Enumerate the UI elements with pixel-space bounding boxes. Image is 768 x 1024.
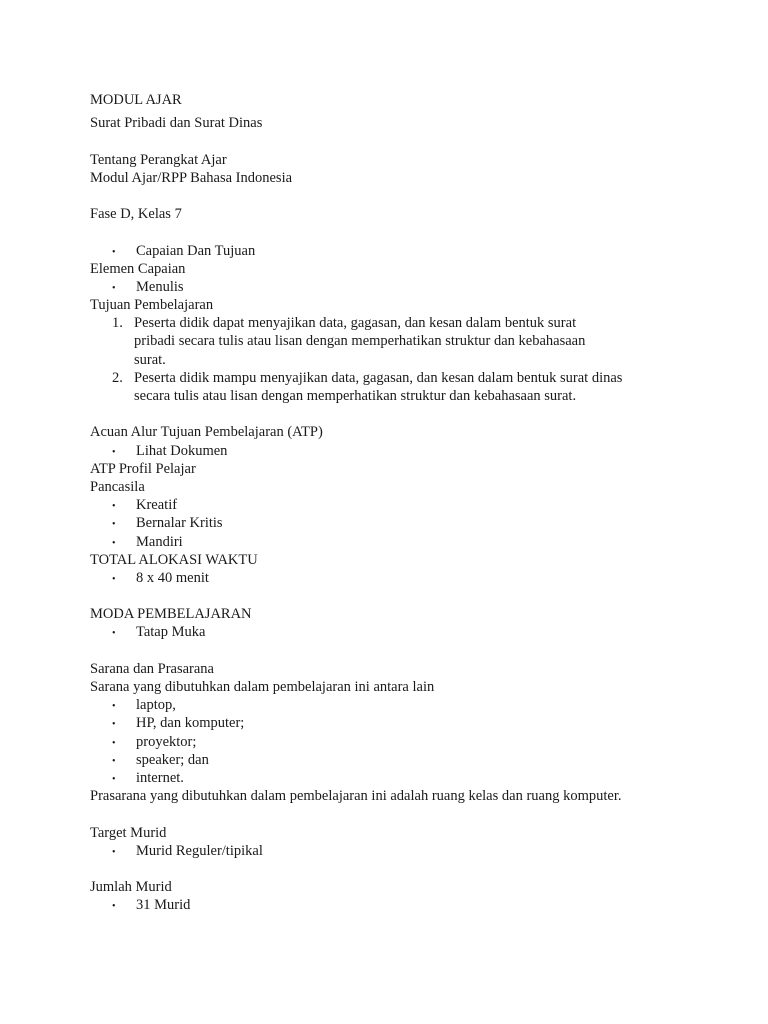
capaian-bullet: Capaian Dan Tujuan bbox=[136, 242, 256, 259]
profil-item: Mandiri bbox=[136, 533, 183, 550]
list-item bbox=[90, 569, 690, 587]
list-item bbox=[90, 242, 690, 260]
about-value: Modul Ajar/RPP Bahasa Indonesia bbox=[90, 169, 293, 186]
list-item bbox=[90, 714, 690, 732]
bullet-icon: • bbox=[112, 701, 116, 713]
sarana-item: HP, dan komputer; bbox=[136, 715, 245, 732]
bullet-icon: • bbox=[112, 519, 116, 531]
sarana-item: laptop, bbox=[136, 697, 176, 714]
numbered-item bbox=[90, 369, 690, 405]
list-item bbox=[90, 842, 690, 860]
list-item bbox=[90, 733, 690, 751]
sarana-intro: Sarana yang dibutuhkan dalam pembelajaran ini antara lain bbox=[90, 679, 435, 695]
list-item bbox=[90, 496, 690, 514]
target-bullet: Murid Reguler/tipikal bbox=[136, 842, 263, 859]
list-item bbox=[90, 623, 690, 641]
item-line: surat. bbox=[134, 351, 166, 368]
profil-item: Bernalar Kritis bbox=[136, 515, 223, 532]
about-heading: Tentang Perangkat Ajar bbox=[90, 151, 227, 168]
atp-heading: Acuan Alur Tujuan Pembelajaran (ATP) bbox=[90, 424, 323, 441]
item-number: 1. bbox=[112, 315, 123, 332]
profil-item: Kreatif bbox=[136, 497, 178, 514]
list-item bbox=[90, 278, 690, 296]
bullet-icon: • bbox=[112, 537, 116, 549]
numbered-item bbox=[90, 314, 690, 369]
list-item bbox=[90, 751, 690, 769]
document-body bbox=[90, 91, 690, 914]
bullet-icon: • bbox=[112, 628, 116, 640]
prasarana-text: Prasarana yang dibutuhkan dalam pembelajaran ini adalah ruang kelas dan ruang komputer. bbox=[90, 788, 622, 805]
target-heading: Target Murid bbox=[90, 824, 167, 841]
list-item bbox=[90, 896, 690, 914]
list-item bbox=[90, 533, 690, 551]
item-line: Peserta didik dapat menyajikan data, gagasan, dan kesan dalam bentuk surat bbox=[134, 315, 577, 332]
bullet-icon: • bbox=[112, 755, 116, 767]
page-title: MODUL AJAR bbox=[90, 92, 182, 108]
bullet-icon: • bbox=[112, 773, 116, 785]
bullet-icon: • bbox=[112, 737, 116, 749]
jumlah-bullet: 31 Murid bbox=[136, 897, 191, 914]
moda-bullet: Tatap Muka bbox=[136, 624, 206, 641]
item-line: secara tulis atau lisan dengan memperhatikan struktur dan kebahasaan surat. bbox=[134, 388, 577, 404]
bullet-icon: • bbox=[112, 446, 116, 458]
sarana-item: proyektor; bbox=[136, 733, 197, 750]
item-number: 2. bbox=[112, 369, 123, 386]
bullet-icon: • bbox=[112, 501, 116, 513]
bullet-icon: • bbox=[112, 901, 116, 913]
atp-bullet: Lihat Dokumen bbox=[136, 442, 228, 459]
bullet-icon: • bbox=[112, 282, 116, 294]
list-item bbox=[90, 769, 690, 787]
waktu-heading: TOTAL ALOKASI WAKTU bbox=[90, 551, 258, 568]
item-line: Peserta didik mampu menyajikan data, gagasan, dan kesan dalam bentuk surat dinas bbox=[134, 369, 623, 386]
waktu-bullet: 8 x 40 menit bbox=[136, 569, 209, 586]
subtitle: Surat Pribadi dan Surat Dinas bbox=[90, 115, 263, 132]
item-line: pribadi secara tulis atau lisan dengan memperhatikan struktur dan kebahasaan bbox=[134, 333, 586, 350]
sarana-item: internet. bbox=[136, 769, 184, 786]
sarana-item: speaker; dan bbox=[136, 751, 209, 768]
phase-text: Fase D, Kelas 7 bbox=[90, 206, 182, 223]
list-item bbox=[90, 442, 690, 460]
list-item bbox=[90, 514, 690, 532]
bullet-icon: • bbox=[112, 846, 116, 858]
bullet-icon: • bbox=[112, 719, 116, 731]
sarana-heading: Sarana dan Prasarana bbox=[90, 660, 214, 677]
moda-heading: MODA PEMBELAJARAN bbox=[90, 606, 252, 623]
bullet-icon: • bbox=[112, 246, 116, 258]
tujuan-heading: Tujuan Pembelajaran bbox=[90, 297, 214, 314]
list-item bbox=[90, 696, 690, 714]
bullet-icon: • bbox=[112, 573, 116, 585]
profil-heading-cont: Pancasila bbox=[90, 478, 145, 495]
profil-heading: ATP Profil Pelajar bbox=[90, 460, 196, 477]
elemen-heading: Elemen Capaian bbox=[90, 260, 186, 277]
elemen-bullet: Menulis bbox=[136, 278, 184, 295]
jumlah-heading: Jumlah Murid bbox=[90, 879, 172, 896]
